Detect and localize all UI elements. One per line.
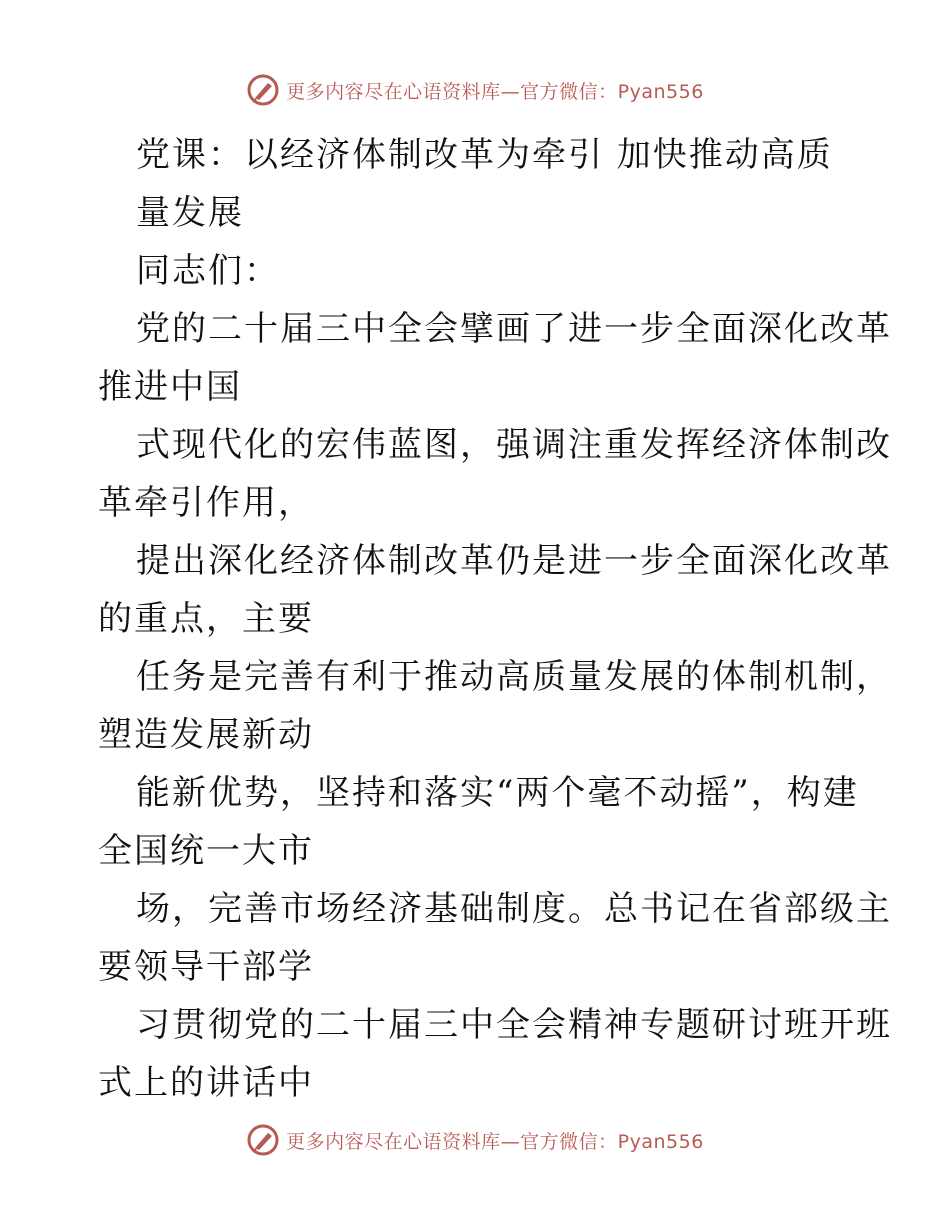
- body-line: 提出深化经济体制改革仍是进一步全面深化改革: [136, 541, 892, 581]
- body-line: 推进中国: [98, 367, 242, 407]
- body-line: 塑造发展新动: [98, 715, 314, 755]
- salutation: 同志们：: [136, 251, 280, 291]
- body-line: 式上的讲话中: [98, 1063, 314, 1103]
- body-line: 的重点，主要: [98, 599, 314, 639]
- body-line: 能新优势，坚持和落实“两个毫不动摇”，构建: [136, 773, 859, 813]
- header-banner-text: 更多内容尽在心语资料库—官方微信：Pyan556: [286, 80, 704, 103]
- body-line: 式现代化的宏伟蓝图，强调注重发挥经济体制改: [136, 425, 892, 465]
- body-line: 革牵引作用，: [98, 483, 314, 523]
- document-body: [98, 126, 892, 1112]
- footer-banner: [0, 1120, 950, 1160]
- footer-banner-text: 更多内容尽在心语资料库—官方微信：Pyan556: [286, 1130, 704, 1153]
- header-banner: [0, 70, 950, 110]
- pen-seal-icon: [246, 1123, 280, 1157]
- pen-seal-icon: [246, 73, 280, 107]
- body-line: 场，完善市场经济基础制度。总书记在省部级主: [136, 889, 892, 929]
- body-text: [98, 300, 892, 1112]
- document-title-line-2: 量发展: [136, 193, 244, 233]
- document-title-line-1: 党课：以经济体制改革为牵引 加快推动高质: [136, 135, 833, 175]
- body-line: 要领导干部学: [98, 947, 314, 987]
- body-line: 习贯彻党的二十届三中全会精神专题研讨班开班: [136, 1005, 892, 1045]
- body-line: 全国统一大市: [98, 831, 314, 871]
- body-line: 任务是完善有利于推动高质量发展的体制机制，: [136, 657, 892, 697]
- body-line: 党的二十届三中全会擘画了进一步全面深化改革: [136, 309, 892, 349]
